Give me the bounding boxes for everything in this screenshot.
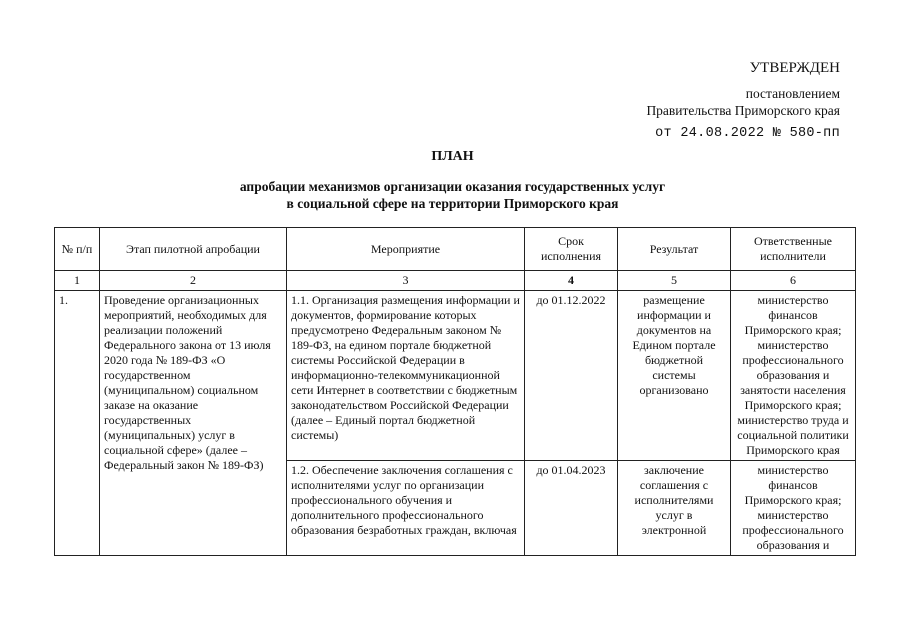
row-activity: 1.1. Организация размещения информации и документов, формирование которых предусмотрено Федеральным законом № 189-ФЗ, на едином портале бюджетной системы Российской Федерации в информационно-телекоммуникационной сети Интернет в соответствии с бюджетным законодательством Российской Федерации (далее – Единый портал бюджетной системы) [287, 291, 525, 461]
header-responsible: Ответственные исполнители [731, 228, 856, 271]
header-activity: Мероприятие [287, 228, 525, 271]
approved-line-3: от 24.08.2022 № 580-пп [655, 126, 840, 141]
document-title: ПЛАН [431, 149, 474, 164]
approved-line-1: постановлением [745, 86, 840, 101]
row-stage: Проведение организационных мероприятий, необходимых для реализации положений Федерального закона от 13 июля 2020 года № 189-ФЗ «О государственном (муниципальном) социальном заказе на оказание государственных (муниципальных) услуг в социальной сфере» (далее – Федеральный закон № 189-ФЗ) [100, 291, 287, 556]
plan-table [54, 227, 856, 556]
approved-title: УТВЕРЖДЕН [749, 60, 840, 76]
approval-block [600, 59, 840, 143]
column-number: 6 [731, 271, 856, 291]
row-result: размещение информации и документов на Едином портале бюджетной системы организовано [618, 291, 731, 461]
row-number: 1. [55, 291, 100, 556]
subtitle-line-1: апробации механизмов организации оказания государственных услуг [239, 179, 666, 194]
header-result: Результат [618, 228, 731, 271]
header-deadline: Срок исполнения [525, 228, 618, 271]
table-row [55, 291, 856, 461]
subtitle-line-2: в социальной сфере на территории Приморского края [286, 196, 619, 211]
column-number: 4 [525, 271, 618, 291]
header-num: № п/п [55, 228, 100, 271]
column-number: 1 [55, 271, 100, 291]
column-number-row [55, 271, 856, 291]
row-responsible: министерство финансов Приморского края; министерство профессионального образования и занятости населения Приморского края; министерство труда и социальной политики Приморского края [731, 291, 856, 461]
row-result: заключение соглашения с исполнителями услуг в электронной [618, 461, 731, 556]
document-subtitle [0, 178, 905, 212]
column-number: 3 [287, 271, 525, 291]
row-deadline: до 01.12.2022 [525, 291, 618, 461]
approved-line-2: Правительства Приморского края [646, 103, 840, 118]
column-number: 2 [100, 271, 287, 291]
row-responsible: министерство финансов Приморского края; министерство профессионального образования и [731, 461, 856, 556]
table-header-row [55, 228, 856, 271]
header-stage: Этап пилотной апробации [100, 228, 287, 271]
column-number: 5 [618, 271, 731, 291]
row-activity: 1.2. Обеспечение заключения соглашения с исполнителями услуг по организации профессионального обучения и дополнительного профессионального образования безработных граждан, включая [287, 461, 525, 556]
row-deadline: до 01.04.2023 [525, 461, 618, 556]
